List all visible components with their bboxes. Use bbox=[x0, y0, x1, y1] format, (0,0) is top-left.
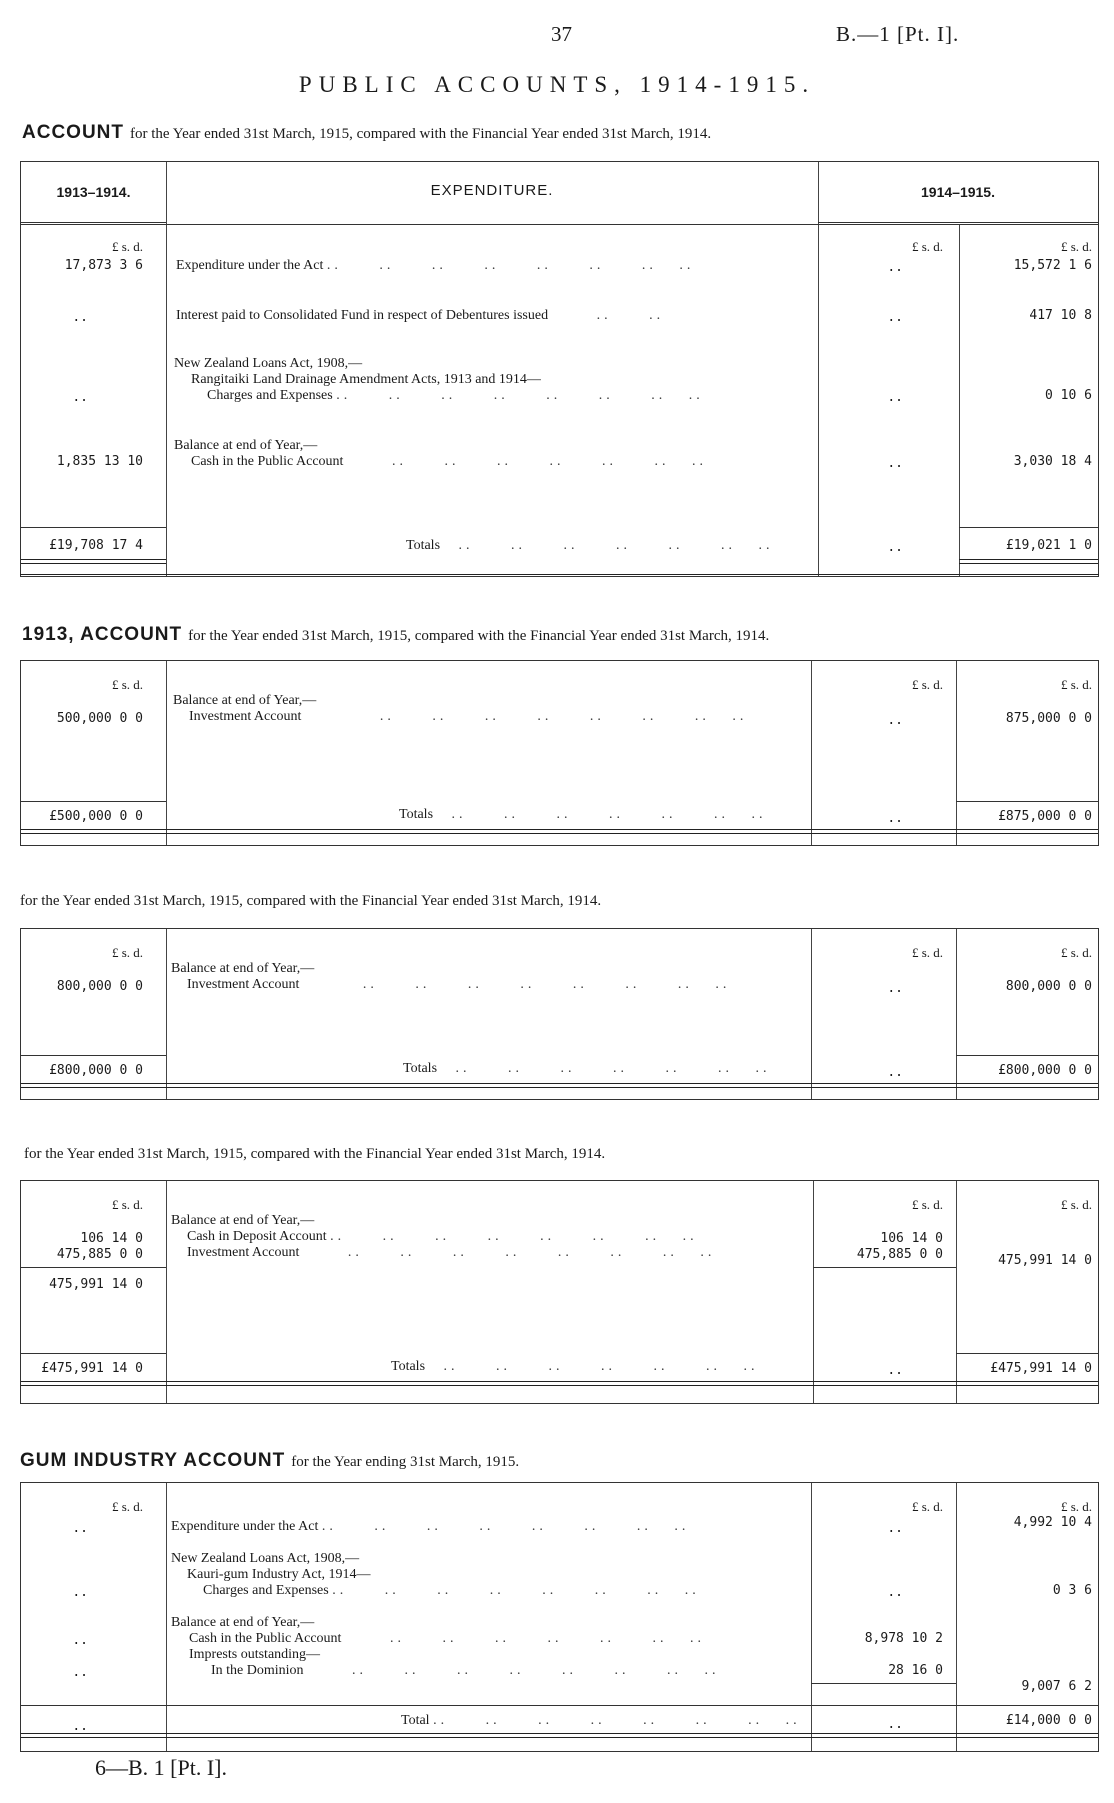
acc5-r2-label3: Charges and Expenses .. .. .. .. .. .. .. .. bbox=[203, 1583, 700, 1598]
acc4-sub1: 106 14 0 bbox=[880, 1231, 943, 1246]
acc5-r3-sub: 8,978 10 2 bbox=[864, 1631, 943, 1646]
acc3-total-sub: .. bbox=[887, 1065, 903, 1080]
acc1-r3-cur: 0 10 6 bbox=[1045, 388, 1092, 403]
acc4-total-cur: £475,991 14 0 bbox=[990, 1361, 1092, 1376]
account-3-heading-text: for the Year ended 31st March, 1915, compared with the Financial Year ended 31st March, 1914. bbox=[20, 893, 602, 909]
acc5-r1-label: Expenditure under the Act .. .. .. .. .. .. .. .. bbox=[171, 1519, 690, 1534]
acc2-total-label: Totals .. .. .. .. .. .. .. bbox=[399, 807, 767, 822]
acc5-r1-cur: 4,992 10 4 bbox=[1013, 1515, 1092, 1530]
account-5-heading bbox=[20, 1450, 519, 1472]
lsd-sub: £ s. d. bbox=[911, 677, 943, 692]
account-4-heading-text: for the Year ended 31st March, 1915, compared with the Financial Year ended 31st March, 1914. bbox=[24, 1146, 606, 1162]
acc1-r2-cur: 417 10 8 bbox=[1029, 308, 1092, 323]
acc5-r4-label2: In the Dominion .. .. .. .. .. .. .. .. bbox=[211, 1663, 720, 1678]
acc4-total-sub: .. bbox=[887, 1363, 903, 1378]
lsd-prev: £ s. d. bbox=[111, 1499, 143, 1514]
acc1-r3-label1: New Zealand Loans Act, 1908,— bbox=[174, 356, 363, 371]
account-2-heading-bold: 1913, ACCOUNT bbox=[22, 624, 183, 645]
acc1-r4-sub: .. bbox=[887, 456, 903, 471]
acc5-total-prev: .. bbox=[72, 1719, 88, 1734]
account-5-heading-text: for the Year ending 31st March, 1915. bbox=[291, 1454, 520, 1470]
account-1-table bbox=[20, 161, 1099, 577]
acc5-r4-label1: Imprests outstanding— bbox=[189, 1647, 321, 1662]
acc4-total-prev: £475,991 14 0 bbox=[41, 1361, 143, 1376]
acc3-label1: Balance at end of Year,— bbox=[171, 961, 315, 976]
acc4-label1: Balance at end of Year,— bbox=[171, 1213, 315, 1228]
acc1-r1-sub: .. bbox=[887, 260, 903, 275]
acc4-sub2: 475,885 0 0 bbox=[856, 1247, 943, 1262]
page-footer: 6—B. 1 [Pt. I]. bbox=[95, 1755, 227, 1780]
acc1-total-prev: £19,708 17 4 bbox=[49, 538, 143, 553]
acc4-total-label: Totals .. .. .. .. .. .. .. bbox=[391, 1359, 759, 1374]
acc2-cur: 875,000 0 0 bbox=[1005, 711, 1092, 726]
acc3-label2: Investment Account .. .. .. .. .. .. .. .. bbox=[187, 977, 731, 992]
account-1-heading bbox=[22, 122, 711, 144]
acc5-r2-sub: .. bbox=[887, 1585, 903, 1600]
acc4-prev-sum: 475,991 14 0 bbox=[49, 1277, 143, 1292]
col-head-expenditure: EXPENDITURE. bbox=[430, 182, 554, 199]
account-3-table bbox=[20, 928, 1099, 1100]
account-2-heading-text: for the Year ended 31st March, 1915, compared with the Financial Year ended 31st March, 1914. bbox=[188, 628, 770, 644]
account-3-heading bbox=[20, 893, 601, 910]
acc5-r4-cur: 9,007 6 2 bbox=[1021, 1679, 1092, 1694]
acc5-r4-sub: 28 16 0 bbox=[888, 1663, 943, 1678]
acc1-r2-label: Interest paid to Consolidated Fund in respect of Debentures issued .. .. bbox=[176, 308, 665, 323]
acc5-total-label: Total .. .. .. .. .. .. .. .. bbox=[401, 1713, 801, 1728]
acc1-r1-prev: 17,873 3 6 bbox=[64, 258, 143, 273]
acc1-r4-cur: 3,030 18 4 bbox=[1013, 454, 1092, 469]
lsd-prev: £ s. d. bbox=[111, 239, 143, 254]
acc4-label2: Cash in Deposit Account .. .. .. .. .. .. .. .. bbox=[187, 1229, 698, 1244]
account-5-heading-bold: GUM INDUSTRY ACCOUNT bbox=[20, 1450, 286, 1471]
account-4-heading bbox=[24, 1146, 605, 1163]
acc2-total-sub: .. bbox=[887, 811, 903, 826]
lsd-cur: £ s. d. bbox=[1060, 677, 1092, 692]
account-1-heading-text: for the Year ended 31st March, 1915, compared with the Financial Year ended 31st March, 1914. bbox=[130, 126, 712, 142]
document-reference: B.—1 [Pt. I]. bbox=[836, 22, 960, 46]
lsd-sub: £ s. d. bbox=[911, 239, 943, 254]
col-head-prev: 1913–1914. bbox=[56, 184, 131, 200]
account-4-table bbox=[20, 1180, 1099, 1404]
acc1-r3-prev: .. bbox=[72, 390, 88, 405]
page-number: 37 bbox=[551, 22, 572, 46]
lsd-prev: £ s. d. bbox=[111, 945, 143, 960]
acc5-r2-label1: New Zealand Loans Act, 1908,— bbox=[171, 1551, 360, 1566]
lsd-sub: £ s. d. bbox=[911, 945, 943, 960]
acc5-r2-prev: .. bbox=[72, 1585, 88, 1600]
acc1-r2-sub: .. bbox=[887, 310, 903, 325]
acc1-total-sub: .. bbox=[887, 540, 903, 555]
acc3-total-cur: £800,000 0 0 bbox=[998, 1063, 1092, 1078]
acc1-r3-label2: Rangitaiki Land Drainage Amendment Acts, 1913 and 1914— bbox=[191, 372, 541, 387]
acc3-cur: 800,000 0 0 bbox=[1005, 979, 1092, 994]
lsd-sub: £ s. d. bbox=[911, 1197, 943, 1212]
acc3-sub: .. bbox=[887, 981, 903, 996]
lsd-cur: £ s. d. bbox=[1060, 1197, 1092, 1212]
acc5-r3-label2: Cash in the Public Account .. .. .. .. .. .. .. bbox=[189, 1631, 705, 1646]
acc5-r1-prev: .. bbox=[72, 1521, 88, 1536]
lsd-cur: £ s. d. bbox=[1060, 239, 1092, 254]
acc5-r2-label2: Kauri-gum Industry Act, 1914— bbox=[187, 1567, 371, 1582]
gum-industry-table bbox=[20, 1482, 1099, 1752]
acc1-r3-sub: .. bbox=[887, 390, 903, 405]
acc2-sub: .. bbox=[887, 713, 903, 728]
acc2-label1: Balance at end of Year,— bbox=[173, 693, 317, 708]
acc1-r1-cur: 15,572 1 6 bbox=[1013, 258, 1092, 273]
acc2-total-cur: £875,000 0 0 bbox=[998, 809, 1092, 824]
acc2-total-prev: £500,000 0 0 bbox=[49, 809, 143, 824]
acc1-r4-label2: Cash in the Public Account .. .. .. .. .. .. .. bbox=[191, 454, 707, 469]
account-2-heading bbox=[22, 624, 769, 646]
acc1-total-cur: £19,021 1 0 bbox=[1005, 538, 1092, 553]
page-title: PUBLIC ACCOUNTS, 1914-1915. bbox=[298, 72, 816, 97]
acc1-r3-label3: Charges and Expenses .. .. .. .. .. .. .. .. bbox=[207, 388, 704, 403]
account-1-heading-bold: ACCOUNT bbox=[22, 122, 124, 143]
acc5-r4-prev: .. bbox=[72, 1665, 88, 1680]
lsd-prev: £ s. d. bbox=[111, 1197, 143, 1212]
acc5-r1-sub: .. bbox=[887, 1521, 903, 1536]
acc3-total-prev: £800,000 0 0 bbox=[49, 1063, 143, 1078]
acc4-label3: Investment Account .. .. .. .. .. .. .. .. bbox=[187, 1245, 716, 1260]
acc1-r1-label: Expenditure under the Act .. .. .. .. .. .. .. .. bbox=[176, 258, 695, 273]
acc1-total-label: Totals .. .. .. .. .. .. .. bbox=[406, 538, 774, 553]
acc4-prev1: 106 14 0 bbox=[80, 1231, 143, 1246]
acc5-r2-cur: 0 3 6 bbox=[1052, 1583, 1092, 1598]
acc1-r4-prev: 1,835 13 10 bbox=[56, 454, 143, 469]
acc5-total-cur: £14,000 0 0 bbox=[1005, 1713, 1092, 1728]
account-2-table bbox=[20, 660, 1099, 846]
lsd-cur: £ s. d. bbox=[1060, 1499, 1092, 1514]
acc1-r4-label1: Balance at end of Year,— bbox=[174, 438, 318, 453]
lsd-cur: £ s. d. bbox=[1060, 945, 1092, 960]
acc2-label2: Investment Account .. .. .. .. .. .. .. .. bbox=[189, 709, 748, 724]
acc1-r2-prev: .. bbox=[72, 310, 88, 325]
acc2-prev: 500,000 0 0 bbox=[56, 711, 143, 726]
acc5-total-sub: .. bbox=[887, 1717, 903, 1732]
acc3-total-label: Totals .. .. .. .. .. .. .. bbox=[403, 1061, 771, 1076]
col-head-cur: 1914–1915. bbox=[921, 184, 995, 200]
acc4-prev2: 475,885 0 0 bbox=[56, 1247, 143, 1262]
lsd-prev: £ s. d. bbox=[111, 677, 143, 692]
acc4-cur: 475,991 14 0 bbox=[998, 1253, 1092, 1268]
acc5-r3-label1: Balance at end of Year,— bbox=[171, 1615, 315, 1630]
acc5-r3-prev: .. bbox=[72, 1633, 88, 1648]
acc3-prev: 800,000 0 0 bbox=[56, 979, 143, 994]
lsd-sub: £ s. d. bbox=[911, 1499, 943, 1514]
